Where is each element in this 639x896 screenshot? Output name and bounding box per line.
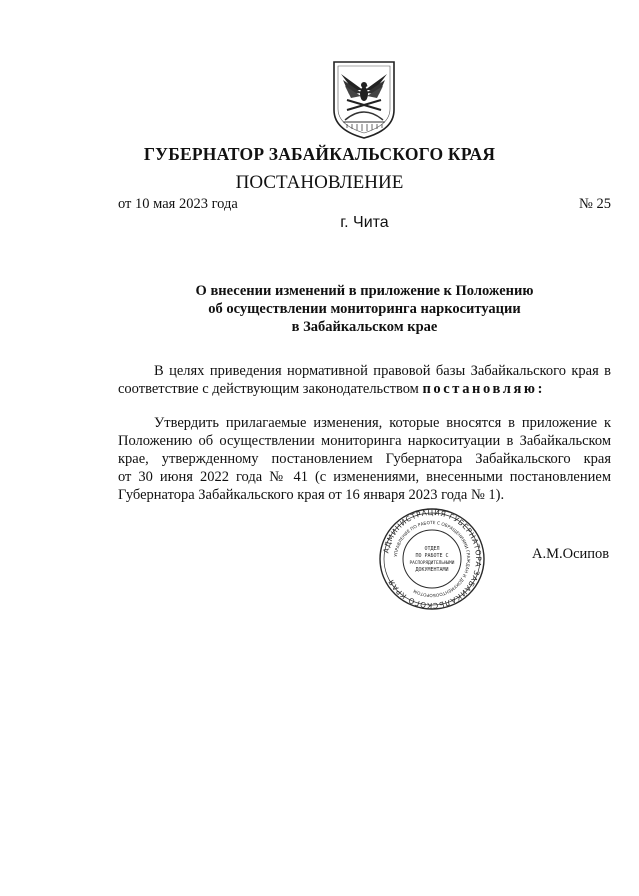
stamp-ring-text: АДМИНИСТРАЦИЯ ГУБЕРНАТОРА ЗАБАЙКАЛЬСКОГО КРАЯ <box>381 507 484 611</box>
stamp-center-line: ПО РАБОТЕ С <box>415 553 449 559</box>
svg-text:УПРАВЛЕНИЕ ПО РАБОТЕ С ОБРАЩЕН <box>393 520 471 598</box>
document-date: от 10 мая 2023 года <box>118 196 238 212</box>
coat-of-arms-icon <box>331 60 397 140</box>
decree-colon: : <box>537 381 543 397</box>
paragraph-line: от 30 июня 2022 года № 41 (с изменениями, внесенными постановлением <box>118 469 611 485</box>
document-number: № 25 <box>579 196 611 212</box>
paragraph-line: крае, утвержденному постановлением Губернатора Забайкальского края <box>118 451 611 467</box>
preamble-paragraph <box>118 362 611 398</box>
title-line: О внесении изменений в приложение к Положению <box>195 283 534 299</box>
decree-word: постановляю <box>422 381 538 397</box>
paragraph-line: Губернатора Забайкальского края от 16 января 2023 года № 1). <box>118 487 505 503</box>
paragraph-line: Положению об осуществлении мониторинга наркоситуации в Забайкальском <box>118 433 611 449</box>
stamp-center-line: ДОКУМЕНТАМИ <box>415 567 449 573</box>
stamp-inner-ring-text: УПРАВЛЕНИЕ ПО РАБОТЕ С ОБРАЩЕНИЯМИ ГРАЖДАН И ДОКУМЕНТООБОРОТОМ <box>394 520 471 598</box>
operative-paragraph <box>118 414 611 504</box>
document-title <box>118 282 611 336</box>
stamp-center-line: РАСПОРЯДИТЕЛЬНЫМИ <box>409 561 455 566</box>
document-type: ПОСТАНОВЛЕНИЕ <box>235 172 404 193</box>
stamp-center-line: ОТДЕЛ <box>424 546 440 552</box>
preamble-text: соответствие с действующим законодательством <box>118 381 419 397</box>
official-stamp <box>370 507 494 611</box>
document-city: г. Чита <box>340 214 389 231</box>
paragraph-line: Утвердить прилагаемые изменения, которые вносятся в приложение к <box>154 415 611 431</box>
title-line: в Забайкальском крае <box>291 319 438 335</box>
issuing-authority: ГУБЕРНАТОР ЗАБАЙКАЛЬСКОГО КРАЯ <box>143 144 496 164</box>
signatory-name: А.М.Осипов <box>532 546 610 562</box>
paragraph-line <box>118 380 611 398</box>
title-line: об осуществлении мониторинга наркоситуации <box>208 301 521 317</box>
paragraph-line: В целях приведения нормативной правовой базы Забайкальского края в <box>154 363 611 379</box>
